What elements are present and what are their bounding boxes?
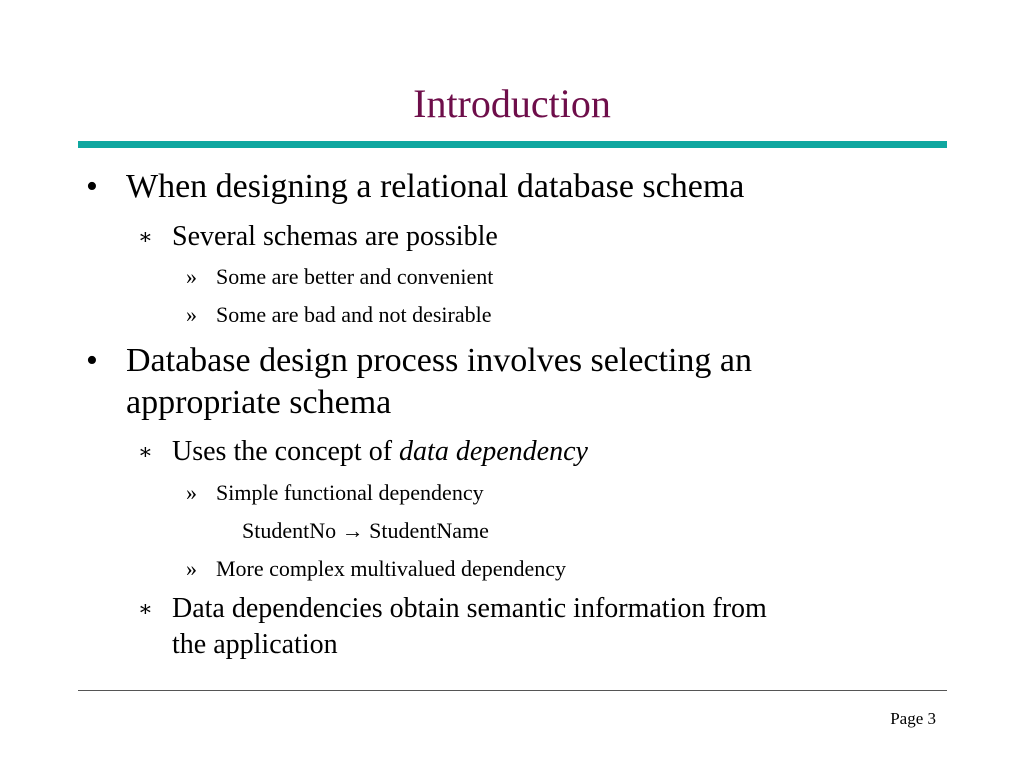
bullet-text (126, 340, 906, 424)
sub-bullet-text-line-1: Data dependencies obtain semantic information from (172, 593, 767, 624)
sub-bullet-text-line-2: the application (172, 629, 338, 660)
sub-sub-bullet-text: Some are better and convenient (216, 264, 494, 289)
bullet-text-line-2: appropriate schema (126, 384, 392, 421)
sub-sub-bullet-text: Simple functional dependency (216, 480, 484, 505)
sub-bullet-text (172, 434, 912, 470)
sub-bullet-text-plain: Uses the concept of (172, 436, 400, 467)
bullet-marker: • (86, 342, 98, 379)
sub-sub-bullet-text: More complex multivalued dependency (216, 556, 567, 581)
sub-bullet-text: Several schemas are possible (172, 221, 498, 252)
sub-sub-bullet-marker: » (186, 480, 197, 505)
sub-sub-bullet-marker: » (186, 302, 197, 327)
sub-bullet-text-italic: data dependency (399, 436, 588, 467)
footer-divider (78, 690, 947, 691)
bullet-text: When designing a relational database schema (126, 168, 745, 205)
page-number: Page 3 (890, 709, 936, 728)
sub-bullet-marker: ∗ (138, 224, 153, 249)
slide-title: Introduction (413, 81, 611, 126)
sub-sub-bullet-marker: » (186, 264, 197, 289)
sub-sub-bullet-marker: » (186, 556, 197, 581)
sub-sub-bullet-text: Some are bad and not desirable (216, 302, 492, 327)
bullet-marker: • (86, 168, 98, 205)
dependency-example: StudentNo → StudentName (242, 518, 489, 543)
title-divider (78, 141, 947, 148)
sub-bullet-marker: ∗ (138, 439, 153, 464)
sub-bullet-text (172, 591, 912, 663)
sub-bullet-marker: ∗ (138, 596, 153, 621)
bullet-text-line-1: Database design process involves selecting an (126, 342, 752, 379)
